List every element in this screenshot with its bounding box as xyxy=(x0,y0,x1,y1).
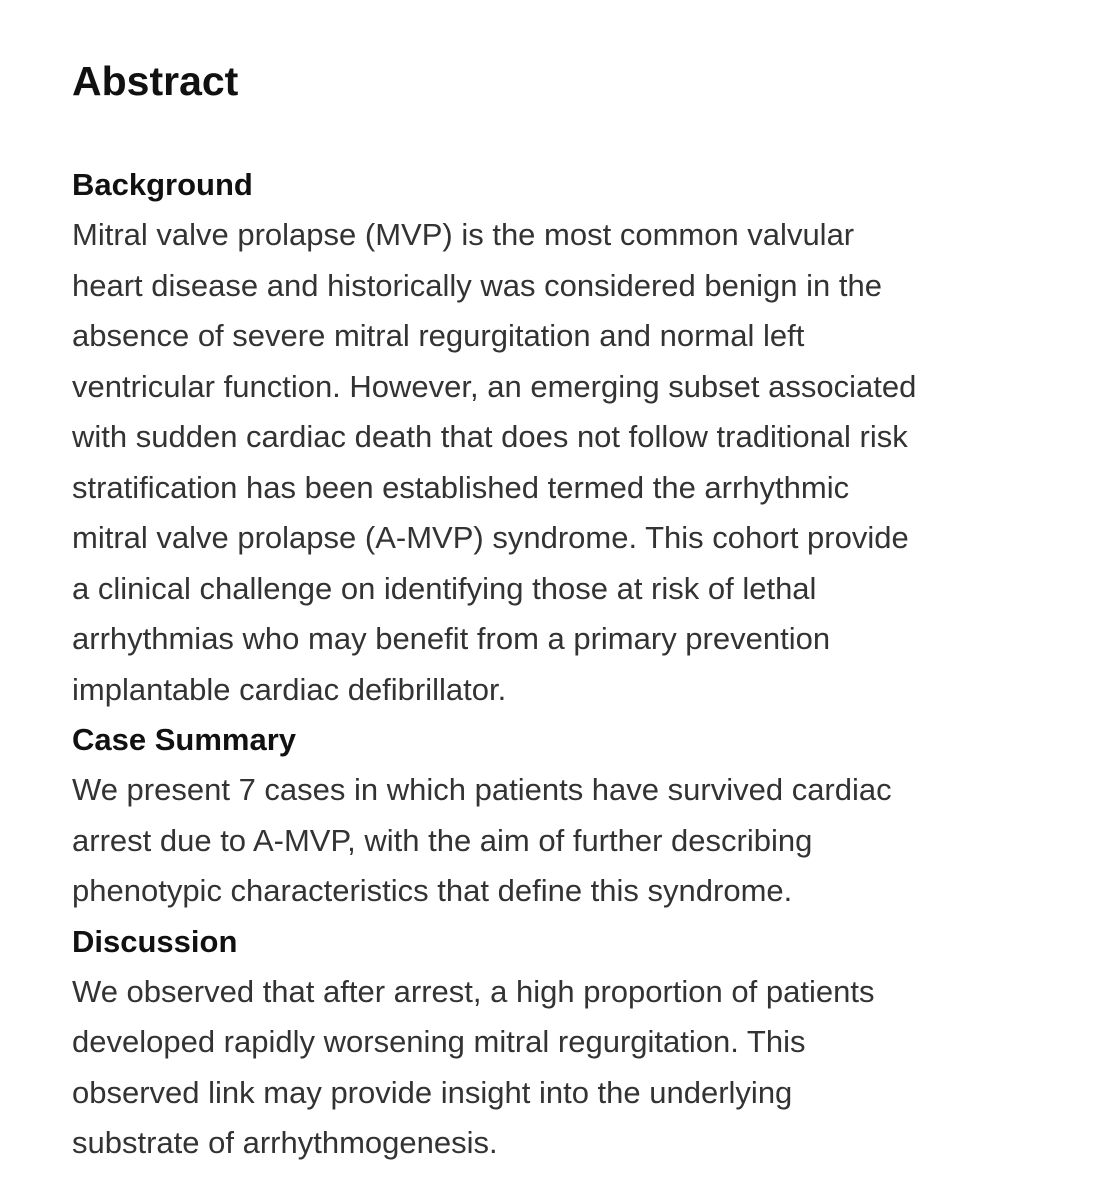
text-line: arrhythmias who may benefit from a primary prevention xyxy=(72,621,831,656)
text-line: implantable cardiac defibrillator. xyxy=(72,671,507,707)
abstract-container xyxy=(72,52,1062,1169)
text-line: absence of severe mitral regurgitation and normal left xyxy=(72,318,805,353)
case-summary-section xyxy=(72,715,1062,917)
text-line: mitral valve prolapse (A-MVP) syndrome. This cohort provide xyxy=(72,520,909,555)
discussion-text xyxy=(72,967,1062,1169)
text-line: We present 7 cases in which patients have survived cardiac xyxy=(72,772,892,807)
text-line: arrest due to A-MVP, with the aim of further describing xyxy=(72,822,813,858)
background-text xyxy=(72,210,1062,715)
text-line: stratification has been established termed the arrhythmic xyxy=(72,469,850,505)
discussion-heading: Discussion xyxy=(72,923,238,959)
background-section xyxy=(72,160,1062,715)
discussion-section xyxy=(72,917,1062,1169)
case-summary-text xyxy=(72,765,1062,917)
text-line: phenotypic characteristics that define this syndrome. xyxy=(72,873,793,908)
text-line: a clinical challenge on identifying those at risk of lethal xyxy=(72,570,817,606)
case-summary-heading: Case Summary xyxy=(72,722,297,757)
text-line: observed link may provide insight into the underlying xyxy=(72,1074,793,1110)
text-line: with sudden cardiac death that does not follow traditional risk xyxy=(72,419,908,454)
text-line: substrate of arrhythmogenesis. xyxy=(72,1125,498,1160)
text-line: ventricular function. However, an emerging subset associated xyxy=(72,368,917,404)
text-line: developed rapidly worsening mitral regurgitation. This xyxy=(72,1024,806,1059)
text-line: We observed that after arrest, a high proportion of patients xyxy=(72,973,875,1009)
text-line: Mitral valve prolapse (MVP) is the most common valvular xyxy=(72,217,855,252)
background-heading: Background xyxy=(72,167,253,202)
text-line: heart disease and historically was considered benign in the xyxy=(72,267,882,303)
abstract-title: Abstract xyxy=(72,58,239,104)
